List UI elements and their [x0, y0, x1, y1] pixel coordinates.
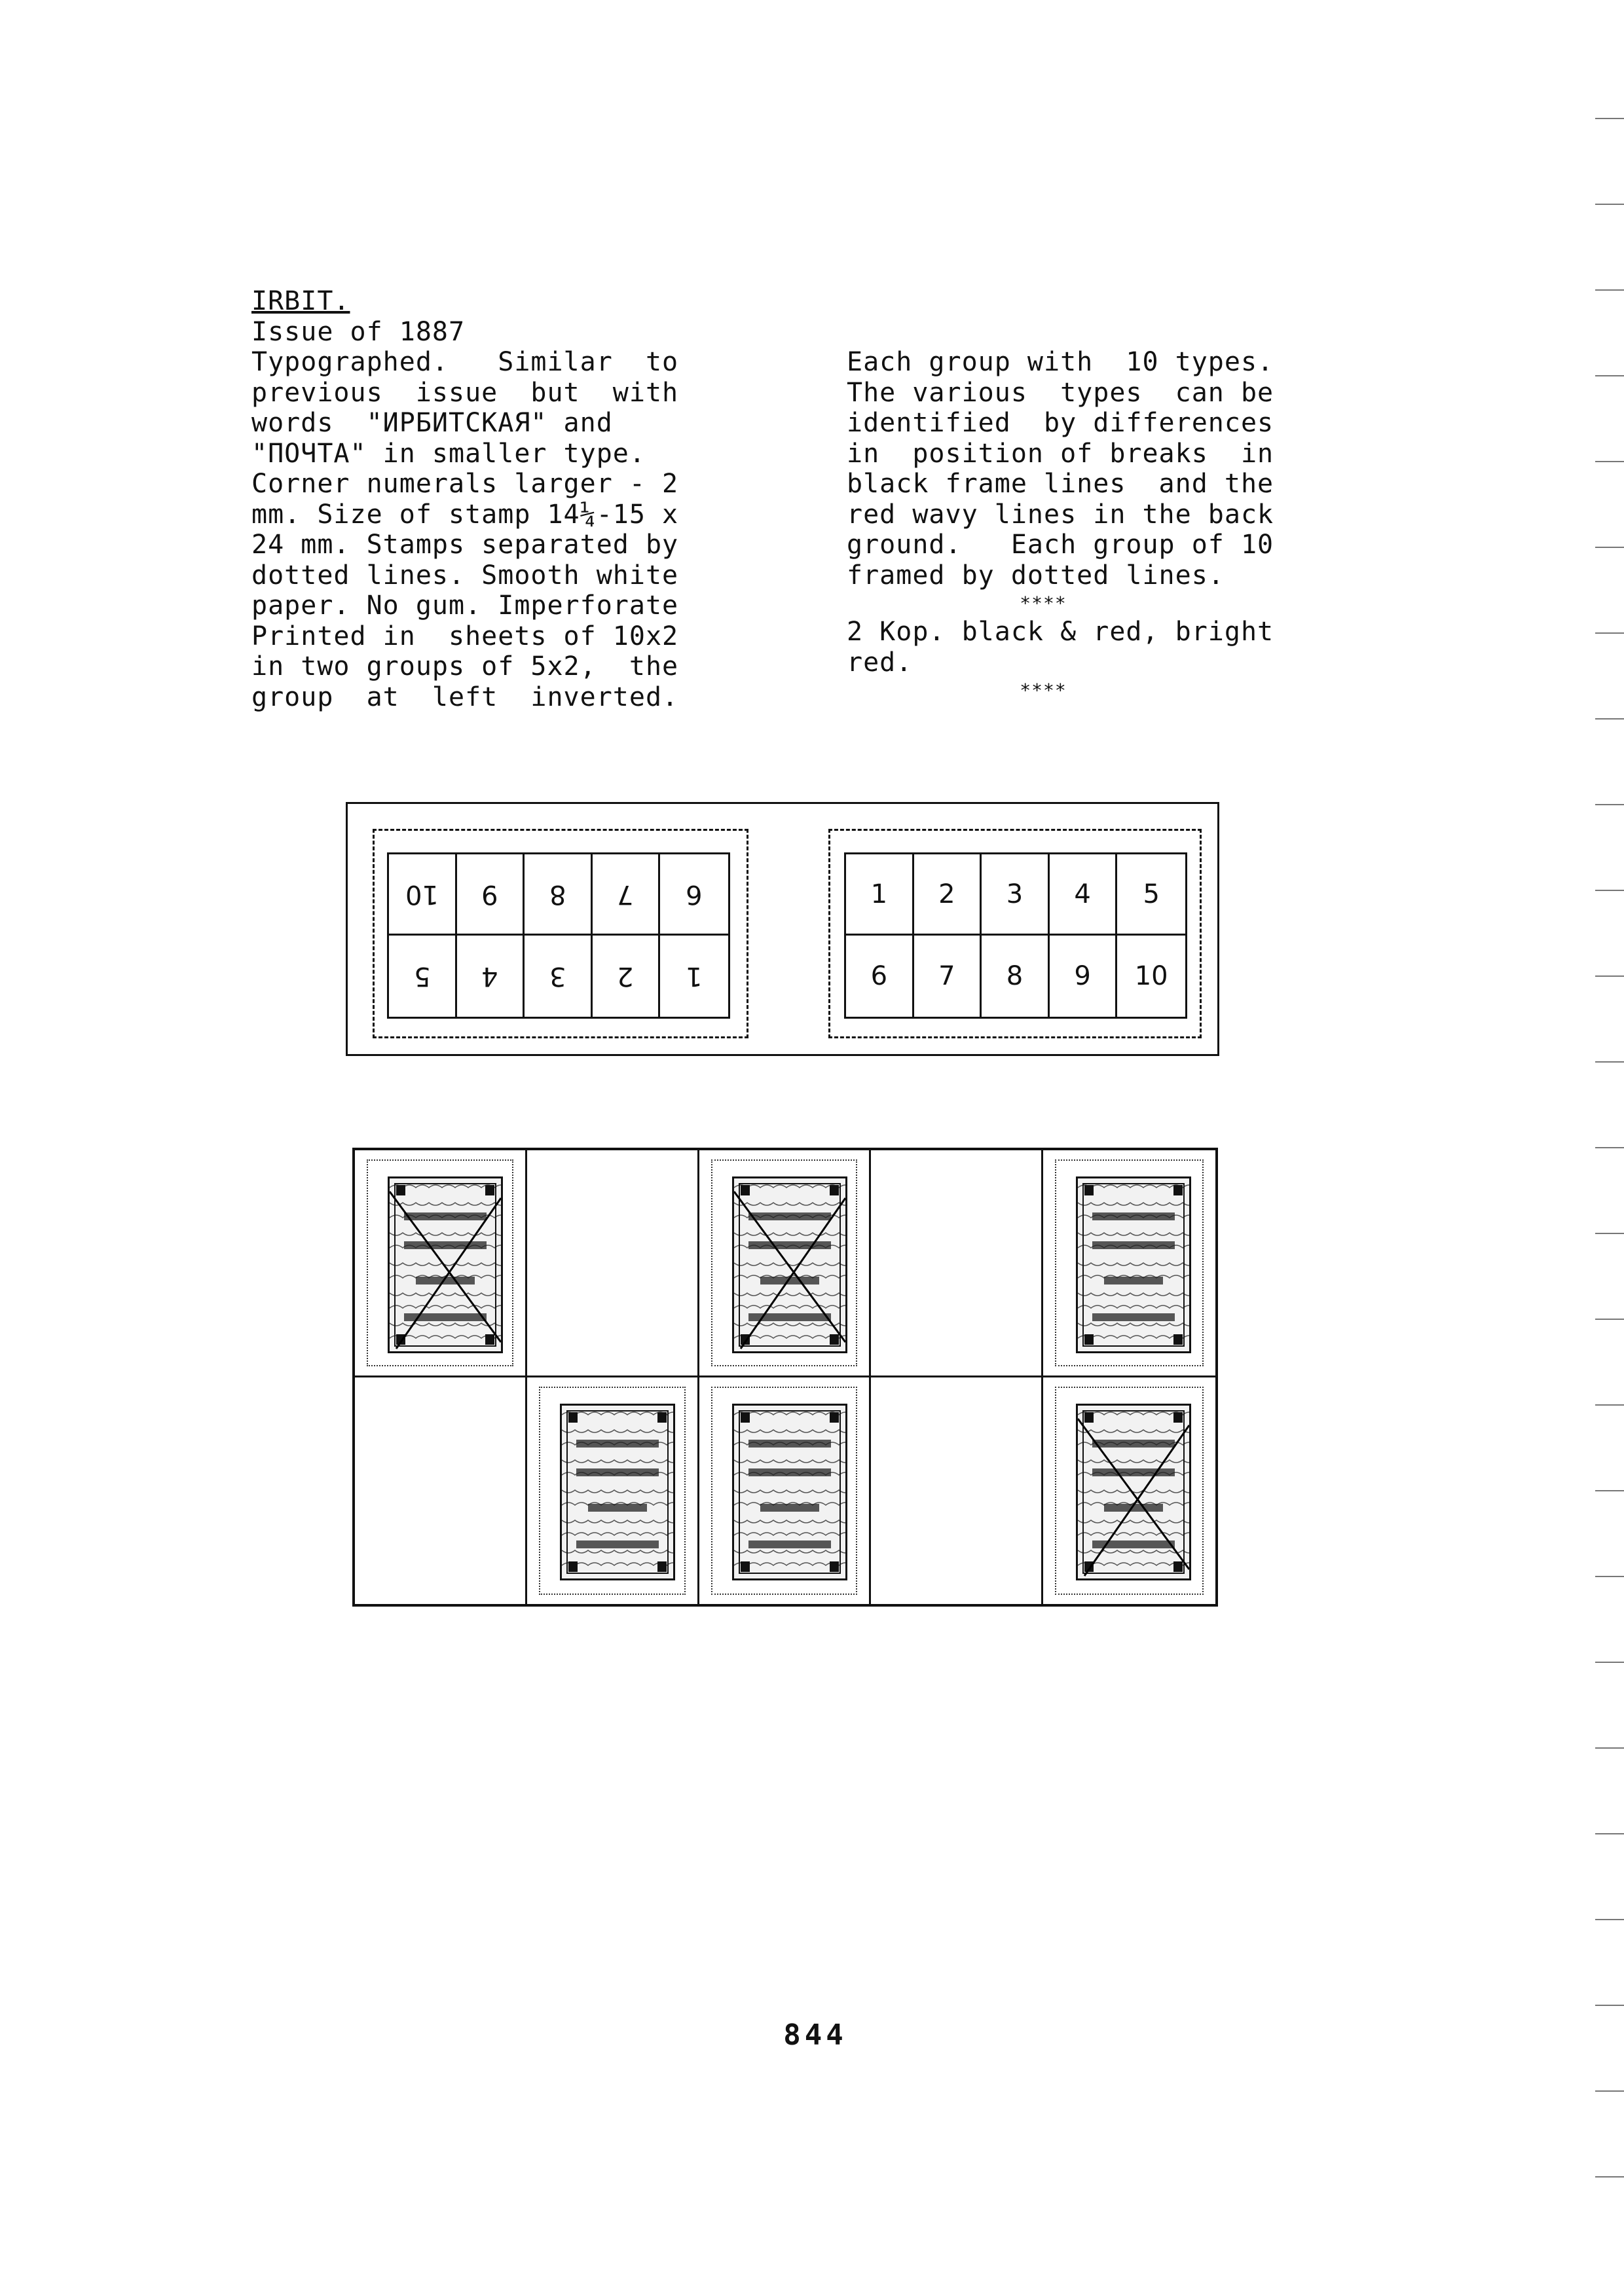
left-line: Issue of 1887	[251, 316, 466, 347]
photo-cell	[1043, 1377, 1215, 1605]
left-text-column	[251, 286, 723, 712]
type-cell: 3	[525, 936, 593, 1017]
stamp-image	[1076, 1404, 1191, 1580]
type-cell: 9	[1050, 936, 1118, 1017]
type-cell: 10	[1134, 961, 1168, 991]
type-cell: 4	[1050, 854, 1118, 936]
type-cell: 8	[525, 854, 593, 936]
left-line: Typographed. Similar to	[251, 347, 679, 377]
left-line: paper. No gum. Imperforate	[251, 591, 679, 621]
stamp-perforation-frame	[1055, 1159, 1204, 1366]
stamp-image	[732, 1404, 847, 1580]
type-cell: 5	[1117, 854, 1185, 936]
type-cell: 4	[457, 936, 525, 1017]
type-cell: 2	[914, 854, 982, 936]
left-line: 24 mm. Stamps separated by	[251, 530, 679, 560]
left-line: words "ИРБИТСКАЯ" and	[251, 408, 613, 438]
right-line: framed by dotted lines.	[847, 560, 1225, 591]
type-cell: 9	[457, 854, 525, 936]
type-cell: 7	[593, 854, 661, 936]
photo-cell	[699, 1377, 872, 1605]
type-cell: 6	[846, 936, 914, 1017]
value-line: red.	[847, 647, 913, 678]
stamp-image	[1076, 1176, 1191, 1353]
separator-stars: ****	[1020, 592, 1067, 614]
left-line: "ПОЧТА" in smaller type.	[251, 438, 646, 469]
stamp-perforation-frame	[539, 1387, 686, 1595]
sheet-layout-diagram	[346, 802, 1219, 1056]
stamp-perforation-frame	[711, 1159, 858, 1366]
left-line: Corner numerals larger - 2	[251, 469, 679, 499]
stamp-perforation-frame	[367, 1159, 513, 1366]
stamp-image	[560, 1404, 675, 1580]
stamp-photo-grid	[352, 1148, 1218, 1607]
type-cell: 3	[982, 854, 1050, 936]
right-line: Each group with 10 types.	[847, 347, 1274, 377]
page-number: 844	[783, 2018, 847, 2052]
photo-cell	[1043, 1150, 1215, 1377]
stamp-perforation-frame	[1055, 1387, 1204, 1595]
right-line: black frame lines and the	[847, 469, 1274, 499]
stamp-image	[732, 1176, 847, 1353]
right-group-grid	[844, 852, 1187, 1019]
right-line: identified by differences	[847, 408, 1274, 438]
value-line: 2 Kop. black & red, bright	[847, 617, 1274, 647]
binding-margin-marks	[1591, 118, 1624, 2262]
type-cell: 7	[914, 936, 982, 1017]
type-cell: 1	[686, 961, 703, 991]
type-cell: 2	[593, 936, 661, 1017]
left-line: group at left inverted.	[251, 682, 679, 712]
type-cell: 6	[660, 854, 728, 936]
left-group-grid	[387, 852, 730, 1019]
photo-cell	[355, 1377, 527, 1605]
left-line: Printed in sheets of 10x2	[251, 621, 679, 651]
right-line: red wavy lines in the back	[847, 499, 1274, 530]
photo-cell	[527, 1150, 699, 1377]
type-cell: 1	[846, 854, 914, 936]
type-cell: 10	[389, 854, 457, 936]
type-cell: 8	[982, 936, 1050, 1017]
left-line: mm. Size of stamp 14¼-15 x	[251, 499, 679, 530]
photo-cell	[527, 1377, 699, 1605]
left-line: in two groups of 5x2, the	[251, 651, 679, 682]
photo-cell	[699, 1150, 872, 1377]
photo-cell	[871, 1377, 1043, 1605]
right-line: in position of breaks in	[847, 438, 1274, 469]
right-line: The various types can be	[847, 377, 1274, 408]
stamp-image	[388, 1176, 503, 1353]
left-line: previous issue but with	[251, 377, 679, 408]
right-text-column	[847, 347, 1318, 704]
stamp-perforation-frame	[711, 1387, 858, 1595]
right-line: ground. Each group of 10	[847, 530, 1274, 560]
type-cell: 5	[389, 936, 457, 1017]
section-heading: IRBIT.	[251, 286, 350, 316]
left-line: dotted lines. Smooth white	[251, 560, 679, 591]
separator-stars: ****	[1020, 680, 1067, 701]
photo-cell	[355, 1150, 527, 1377]
photo-cell	[871, 1150, 1043, 1377]
